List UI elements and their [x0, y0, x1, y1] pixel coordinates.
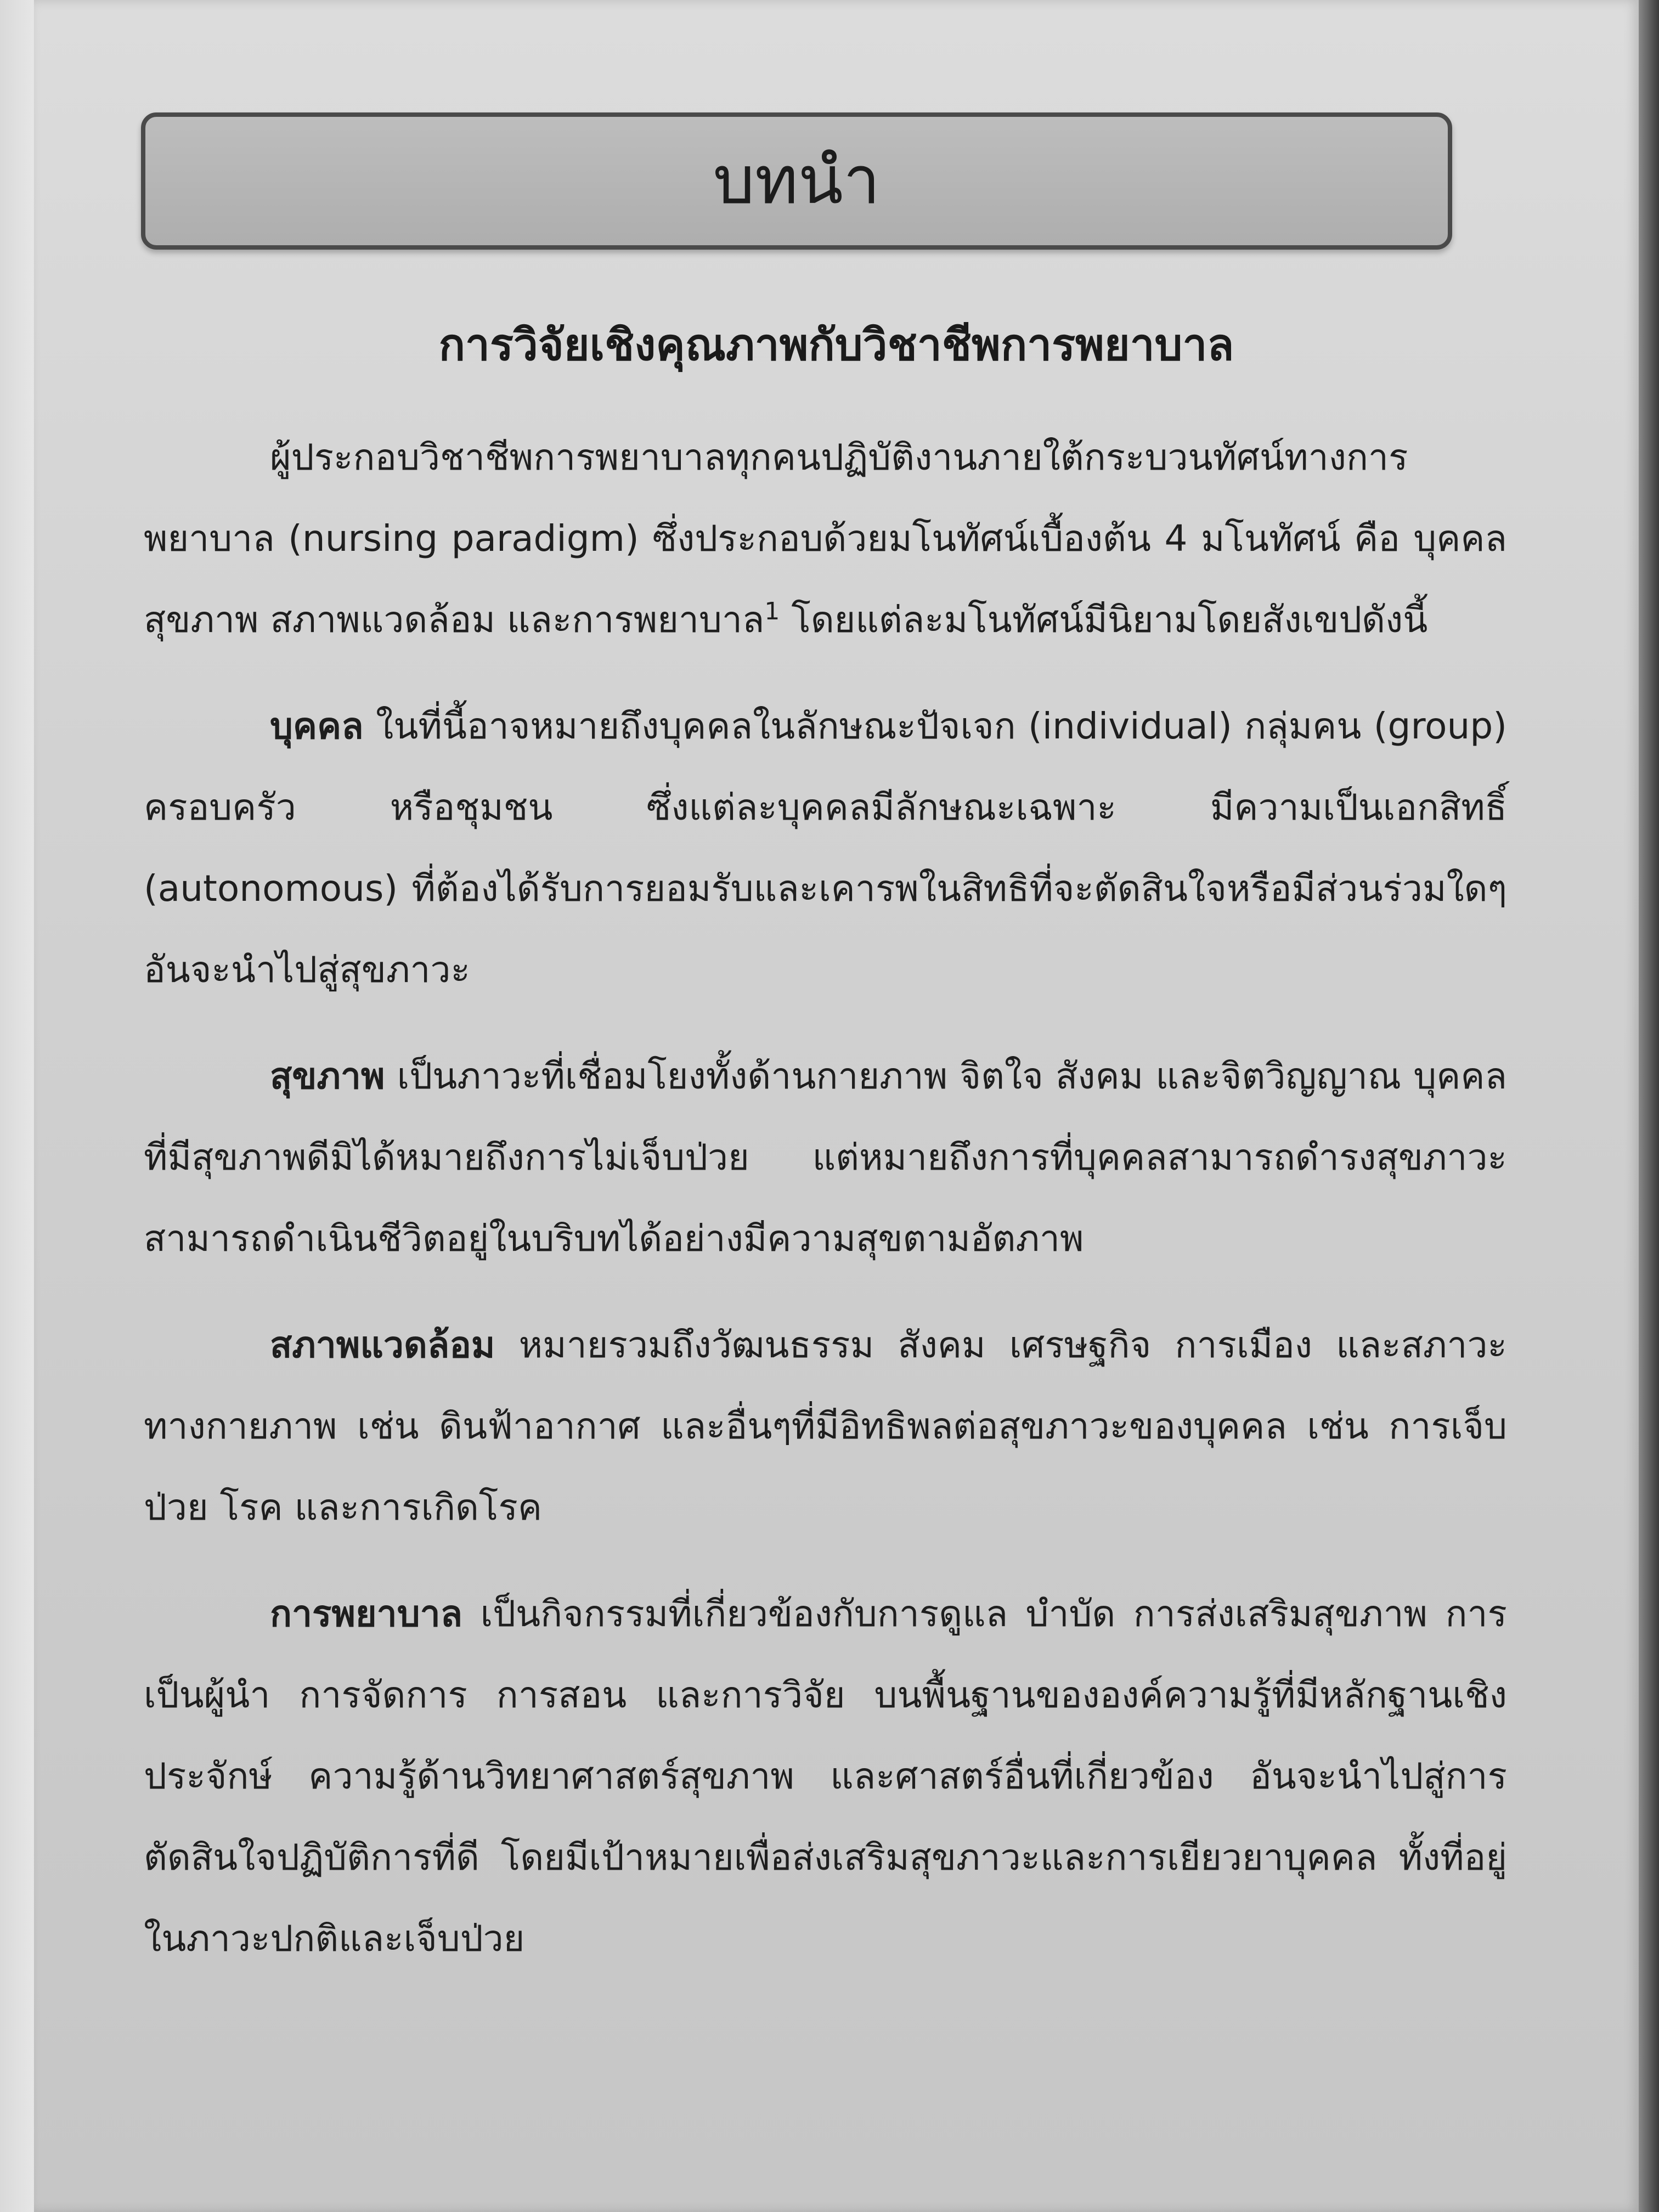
definition-text: เป็นกิจกรรมที่เกี่ยวข้องกับการดูแล บำบัด การส่งเสริมสุขภาพ การเป็นผู้นำ การจัดการ การสอน และการวิจัย บนพื้นฐานขององค์ความรู้ที่มีหลักฐานเชิงประจักษ์ ความรู้ด้านวิทยาศาสตร์สุขภาพ และศาสตร์อื่นที่เกี่ยวข้อง อันจะนำไปสู่การตัดสินใจปฏิบัติการที่ดี โดยมีเป้าหมายเพื่อส่งเสริมสุขภาวะและการเยียวยาบุคคล ทั้งที่อยู่ในภาวะปกติและเจ็บป่วย: [144, 1593, 1507, 1960]
definition-term: สุขภาพ: [270, 1055, 385, 1097]
footnote-marker: 1: [764, 597, 780, 625]
chapter-title: บทนำ: [713, 143, 881, 219]
definition-text: ในที่นี้อาจหมายถึงบุคคลในลักษณะปัจเจก (individual) กลุ่มคน (group) ครอบครัว หรือชุมชน ซึ่งแต่ละบุคคลมีลักษณะเฉพาะ มีความเป็นเอกสิทธิ์ (autonomous) ที่ต้องได้รับการยอมรับและเคารพในสิทธิที่จะตัดสินใจหรือมีส่วนร่วมใดๆอันจะนำไปสู่สุขภาวะ: [144, 705, 1507, 991]
definition-term: บุคคล: [270, 705, 364, 747]
definition-term: การพยาบาล: [270, 1593, 463, 1635]
chapter-header-box: [141, 112, 1452, 250]
intro-text: ผู้ประกอบวิชาชีพการพยาบาลทุกคนปฏิบัติงานภายใต้กระบวนทัศน์ทางการพยาบาล (nursing paradigm) ซึ่งประกอบด้วยมโนทัศน์เบื้องต้น 4 มโนทัศน์ คือ บุคคล สุขภาพ สภาพแวดล้อม และการพยาบาล: [144, 436, 1507, 641]
intro-text-continued: โดยแต่ละมโนทัศน์มีนิยามโดยสังเขปดังนี้: [780, 599, 1428, 641]
definition-paragraph-environment: [144, 1305, 1507, 1548]
definition-term: สภาพแวดล้อม: [270, 1324, 495, 1366]
page-edge-shadow: [1637, 0, 1659, 2212]
definition-text: หมายรวมถึงวัฒนธรรม สังคม เศรษฐกิจ การเมือง และสภาวะทางกายภาพ เช่น ดินฟ้าอากาศ และอื่นๆที่มีอิทธิพลต่อสุขภาวะของบุคคล เช่น การเจ็บป่วย โรค และการเกิดโรค: [144, 1324, 1507, 1528]
intro-paragraph: [144, 417, 1507, 661]
book-page: [34, 0, 1639, 2212]
definition-paragraph-person: [144, 686, 1507, 1011]
definition-paragraph-nursing: [144, 1573, 1507, 1979]
body-text: [144, 417, 1507, 2005]
definition-paragraph-health: [144, 1036, 1507, 1279]
section-title: การวิจัยเชิงคุณภาพกับวิชาชีพการพยาบาล: [438, 319, 1234, 370]
definition-text: เป็นภาวะที่เชื่อมโยงทั้งด้านกายภาพ จิตใจ สังคม และจิตวิญญาณ บุคคลที่มีสุขภาพดีมิได้หมายถึงการไม่เจ็บป่วย แต่หมายถึงการที่บุคคลสามารถดำรงสุขภาวะ สามารถดำเนินชีวิตอยู่ในบริบทได้อย่างมีความสุขตามอัตภาพ: [144, 1055, 1507, 1260]
